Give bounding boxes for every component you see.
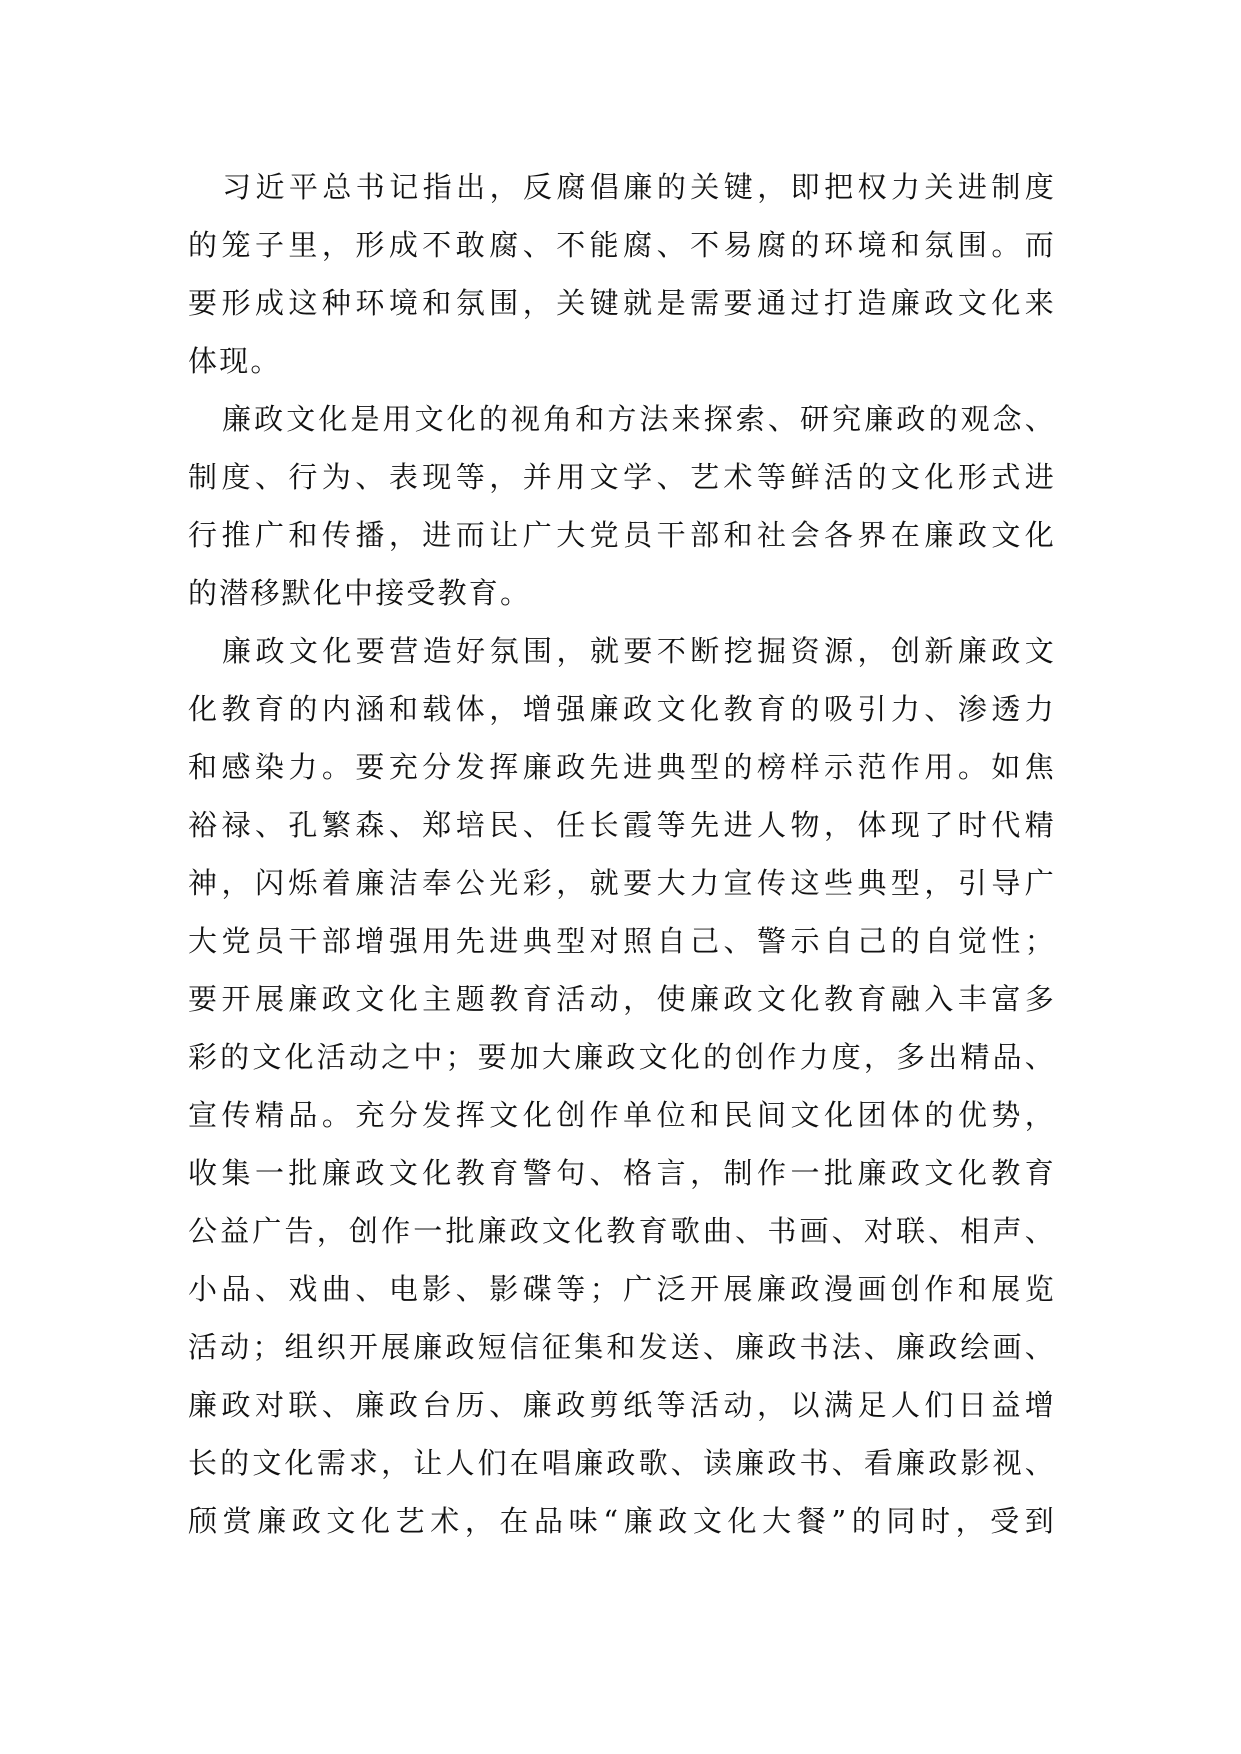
paragraph-2-line-4: 的潜移默化中接受教育。 [188, 576, 532, 610]
paragraph-3-line-12: 小品、戏曲、电影、影碟等；广泛开展廉政漫画创作和展览 [188, 1272, 1056, 1306]
paragraph-2-line-2: 制度、行为、表现等，并用文学、艺术等鲜活的文化形式进 [188, 460, 1056, 494]
paragraph-1-line-4: 体现。 [188, 344, 282, 378]
paragraph-3-line-11: 公益广告，创作一批廉政文化教育歌曲、书画、对联、相声、 [188, 1214, 1056, 1248]
paragraph-3-line-2: 化教育的内涵和载体，增强廉政文化教育的吸引力、渗透力 [188, 692, 1056, 726]
paragraph-3-line-16: 颀赏廉政文化艺术，在品味“廉政文化大餐”的同时，受到 [188, 1504, 1056, 1538]
paragraph-3-line-5: 神，闪烁着廉洁奉公光彩，就要大力宣传这些典型，引导广 [188, 866, 1056, 900]
paragraph-3-line-15: 长的文化需求，让人们在唱廉政歌、读廉政书、看廉政影视、 [188, 1446, 1056, 1480]
paragraph-3-line-8: 彩的文化活动之中；要加大廉政文化的创作力度，多出精品、 [188, 1040, 1056, 1074]
paragraph-3-line-7: 要开展廉政文化主题教育活动，使廉政文化教育融入丰富多 [188, 982, 1056, 1016]
paragraph-3-line-10: 收集一批廉政文化教育警句、格言，制作一批廉政文化教育 [188, 1156, 1056, 1190]
paragraph-3-line-9: 宣传精品。充分发挥文化创作单位和民间文化团体的优势， [188, 1098, 1056, 1132]
body-text [188, 158, 1056, 1550]
paragraph-1-line-1: 习近平总书记指出，反腐倡廉的关键，即把权力关进制度 [222, 170, 1056, 204]
paragraph-2-line-3: 行推广和传播，进而让广大党员干部和社会各界在廉政文化 [188, 518, 1056, 552]
paragraph-3-line-14: 廉政对联、廉政台历、廉政剪纸等活动，以满足人们日益增 [188, 1388, 1056, 1422]
paragraph-3-line-13: 活动；组织开展廉政短信征集和发送、廉政书法、廉政绘画、 [188, 1330, 1056, 1364]
paragraph-2-line-1: 廉政文化是用文化的视角和方法来探索、研究廉政的观念、 [222, 402, 1056, 436]
paragraph-1-line-2: 的笼子里，形成不敢腐、不能腐、不易腐的环境和氛围。而 [188, 228, 1056, 262]
paragraph-3-line-6: 大党员干部增强用先进典型对照自己、警示自己的自觉性； [188, 924, 1056, 958]
paragraph-3-line-4: 裕禄、孔繁森、郑培民、任长霞等先进人物，体现了时代精 [188, 808, 1056, 842]
paragraph-3-line-1: 廉政文化要营造好氛围，就要不断挖掘资源，创新廉政文 [222, 634, 1056, 668]
paragraph-3-line-3: 和感染力。要充分发挥廉政先进典型的榜样示范作用。如焦 [188, 750, 1056, 784]
paragraph-1-line-3: 要形成这种环境和氛围，关键就是需要通过打造廉政文化来 [188, 286, 1056, 320]
